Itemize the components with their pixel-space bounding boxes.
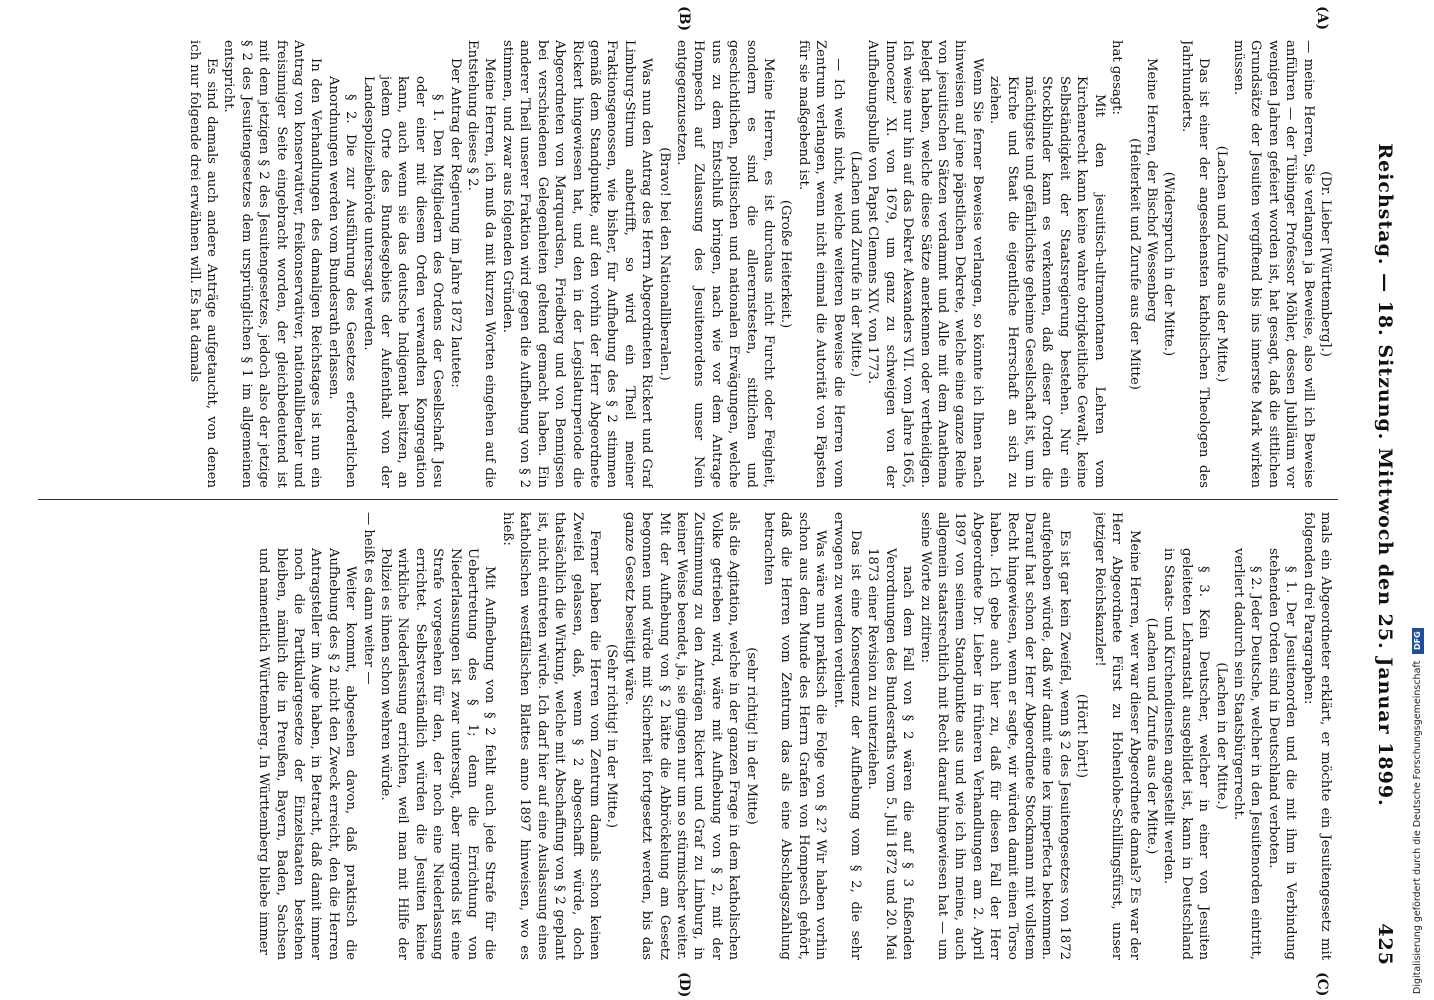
paragraph: Das ist eine Konsequenz der Aufhebung vom § 2, die sehr erwogen zu werden verdient. <box>830 512 864 960</box>
speaker-line: (Dr. Lieber [Württemberg].) <box>1318 171 1333 357</box>
interjection: (Hört! hört!) <box>1074 693 1090 779</box>
paragraph: Der Antrag der Regierung im Jahre 1872 lautete: <box>447 58 463 388</box>
interjection: (Sehr richtig! in der Mitte.) <box>604 644 620 828</box>
paragraph: Es sind damals auch andere Anträge aufgetaucht, von denen ich nur folgende drei erwähnen will. Es hat damals <box>186 40 219 488</box>
law-paragraph: § 2. Jeder Deutsche, welcher in den Jesuitenorden eintritt, verliert dadurch sein Staatsbürgerrecht. <box>1230 548 1264 960</box>
quotation: Weiter kommt, abgesehen davon, daß praktisch die Aufhebung des § 2 nicht den Zweck erreicht, den die Herren Antragsteller im Auge haben, in Betracht, daß damit immer noch die Partikulargesetze der Einzelstaaten bestehen bleiben, nämlich die in Preußen, Bayern, Baden, Sachsen und namentlich Württemberg. In Württemberg bliebe immer <box>256 548 359 960</box>
paragraph: Meine Herren, der Bischof Wessenberg <box>1143 58 1159 323</box>
interjection: (Lachen in der Mitte.) <box>1213 662 1229 810</box>
paragraph: Ferner haben die Herren vom Zentrum damals schon keinen Zweifel gelassen, daß, wenn § 2 abgeschafft würde, doch thatsächlich die Wirkung, welche mit Abschaffung von § 2 geplant ist, nicht eintreten würde. Ich darf hier auf eine Auslassung eines katholischen westfälischen Blattes anno 1897 hinweisen, wo es hieß: <box>499 512 602 960</box>
interjection: (Widerspruch in der Mitte.) <box>1161 171 1177 357</box>
interjection: (sehr richtig! in der Mitte) <box>743 647 759 825</box>
paragraph: Meine Herren, ich muß da mit kurzen Worten eingehen auf die Entstehung dieses § 2. <box>465 40 498 488</box>
interjection: (Bravo! bei den Nationalliberalen.) <box>656 147 672 381</box>
quotation: Mit den jesuitisch-ultramontanen Lehren vom Kirchenrecht kann keine wahre obrigkeitliche Gewalt, keine Selbständigkeit der Staatsregierung bestehen. Nur ein Stockblinder kann es verkennen, daß dieser Orden die mächtigste und gefährlichste geheime Gesellschaft ist, um in Kirche und Staat die eigentliche Herrschaft an sich zu ziehen. <box>987 76 1107 488</box>
interjection: (Lachen und Zurufe in der Mitte.) <box>848 150 864 378</box>
margin-mark-c: (C) <box>1314 972 1330 997</box>
interjection: (Lachen und Zurufe aus der Mitte.) <box>1143 617 1159 855</box>
paragraph: In den Verhandlungen des damaligen Reichstages ist nun ein Antrag von konservativer, freikonservativer, nationalliberaler und freisinniger Seite eingebracht worden, der gleichbedeutend ist mit dem jetzigen § 2 des Jesuitengesetzes, jedoch also der jetzige § 2 des Jesuitengesetzes dem ursprünglichen § 1 im allgemeinen entspricht. <box>221 40 324 488</box>
paragraph: — meine Herren, Sie verlangen ja Beweise, also will ich Beweise anführen — der Tübinger Professor Möhler, dessen Jubiläum vor wenigen Jahren gefeiert worden ist, hat gesagt, daß die sittlichen Grundsätze der Jesuiten vergiftend bis ins innerste Mark wirken müssen. <box>1230 40 1316 488</box>
text-column-right <box>44 512 1334 960</box>
column-divider <box>38 499 1338 500</box>
margin-mark-d: (D) <box>676 972 692 998</box>
margin-mark-a: (A) <box>1314 6 1330 31</box>
paragraph: Was wäre nun praktisch die Folge von § 2? Wir haben vorhin schon aus dem Munde des Herrn Grafen von Hompesch gehört, daß die Herren vom Zentrum das als eine Abschlagszahlung betrachten <box>761 512 829 960</box>
paragraph: Was nun den Antrag des Herrn Abgeordneten Rickert und Graf Limburg-Stirum anbetrifft, so wird ein Theil meiner Fraktionsgenossen, wie bisher, für Aufhebung des § 2 stimmen gemäß dem Standpunkte, auf den vorhin der Herr Abgeordnete Rickert hingewiesen hat, und den in der Legislaturperiode die Abgeordneten von Marquardsen, Friedberg und von Bennigsen bei verschiedenen Gelegenheiten geltend gemacht haben. Ein anderer Theil unserer Fraktion wird gegen die Aufhebung von § 2 stimmen, und zwar aus folgenden Gründen. <box>499 40 655 488</box>
text-column-left <box>44 40 1334 488</box>
running-head-title: Reichstag. — 18. Sitzung. Mittwoch den 25. Januar 1899. <box>1374 143 1396 807</box>
paragraph: als die Agitation, welche in der ganzen Frage in dem katholischen Volke getrieben wird, wäre mit Aufhebung von § 2, mit der Zustimmung zu den Anträgen Rickert und Graf zu Limburg, in keiner Weise beendet, ja, sie gingen nur um so stürmischer weiter. Mit der Aufhebung von § 2 hätte die Abbröckelung am Gesetz begonnen und würde mit Sicherheit fortgesetzt werden, bis das ganze Gesetz beseitigt wäre. <box>621 512 742 960</box>
law-paragraph: § 2. Die zur Ausführung des Gesetzes erforderlichen Anordnungen werden vom Bundesrath erlassen. <box>325 76 359 488</box>
paragraph: Das ist einer der angesehensten katholischen Theologen des Jahrhunderts. <box>1178 40 1212 488</box>
paragraph: — Ich weiß nicht, welche weiteren Beweise die Herren vom Zentrum verlangen, wenn nicht einmal die Autorität von Päpsten für sie maßgebend ist. <box>795 40 846 488</box>
paragraph: hat gesagt: <box>1109 40 1125 115</box>
paragraph: Es ist gar kein Zweifel, wenn § 2 des Jesuitengesetzes von 1872 aufgehoben würde, daß wir damit eine lex imperfecta bekommen. Darauf hat schon der Herr Abgeordnete Stockmann mit vollstem Recht hingewiesen, wenn er sagte, wir würden damit einen Torso haben. Ich gebe auch hier zu, daß für diesen Fall der Herr Abgeordnete Dr. Lieber in früheren Verhandlungen am 2. April 1897 von seinem Standpunkte aus und wie ich ihn meine, auch allgemein staatsrechtlich mit Recht darauf hingewiesen hat — um seine Worte zu zitiren: <box>917 512 1072 960</box>
law-paragraph: § 1. Der Jesuitenorden und die mit ihm in Verbindung stehenden Orden sind in Deutschland verboten. <box>1265 548 1299 960</box>
interjection: (Heiterkeit und Zurufe aus der Mitte) <box>1126 138 1142 390</box>
law-paragraph: § 3. Kein Deutscher, welcher in einer von Jesuiten geleiteten Lehranstalt ausgebildet ist, kann in Deutschland in Staats- und Kirchendiensten angestellt werden. <box>1161 548 1212 960</box>
quotation: Mit Aufhebung von § 2 fehlt auch jede Strafe für die Uebertretung des § 1; denn die Errichtung von Niederlassungen ist zwar untersagt, aber nirgends ist eine Strafe vorgesehen für den, der noch eine Niederlassung errichtet. Selbstverständlich würden die Jesuiten keine wirkliche Niederlassung errichten, weil man mit Hilfe der Polizei es ihnen schon wehren würde. <box>378 548 498 960</box>
paragraph: mals ein Abgeordneter erklärt, er möchte ein Jesuitengesetz mit folgenden drei Paragraphen: <box>1300 512 1333 960</box>
margin-mark-b: (B) <box>676 6 692 32</box>
law-paragraph: § 1. Den Mitgliedern des Ordens der Gesellschaft Jesu oder einer mit diesem Orden verwandten Kongregation kann, auch wenn sie das deutsche Indigenat besitzen, an jedem Orte des Bundesgebiets der Aufenthalt von der Landespolizeibehörde untersagt werden. <box>360 76 446 488</box>
digitization-credit-text-wrapper <box>1407 604 1429 994</box>
digitization-credit <box>1407 604 1429 994</box>
paragraph: — heißt es dann weiter — <box>360 512 376 685</box>
digitization-credit-text: Digitalisierung gefördert durch die Deutsche Forschungsgemeinschaft <box>1412 660 1423 994</box>
page-number: 425 <box>1374 923 1396 966</box>
paragraph: Wenn Sie ferner Beweise verlangen, so könnte ich Ihnen nach hinweisen auf jene päpstlichen Dekrete, welche eine ganze Reihe von jesuitischen Sätzen verdammt und Alle mit dem Anathema belegt haben, welche diese Sätze anerkennen oder vertheidigen. Ich weise nur hin auf das Dekret Alexanders VII. vom Jahre 1665, Innocenz' XI. von 1679, um ganz zu schweigen von der Aufhebungsbulle von Papst Clemens XIV. von 1773. <box>865 40 985 488</box>
dfg-logo-icon: DFG <box>1412 628 1424 654</box>
interjection: (Große Heiterkeit.) <box>778 199 794 329</box>
interjection: (Lachen und Zurufe aus der Mitte.) <box>1213 145 1229 383</box>
paragraph: Meine Herren, wer war dieser Abgeordnete damals? Es war der Herr Abgeordnete Fürst zu Hohenlohe-Schillingsfürst, unser jetziger Reichskanzler! <box>1091 512 1142 960</box>
quotation: nach dem Fall von § 2 wären die auf § 3 fußenden Verordnungen des Bundesraths vom 5. Juli 1872 und 20. Mai 1873 einer Revision zu unterziehen. <box>865 548 916 960</box>
running-head <box>1358 40 1404 970</box>
paragraph: Meine Herren, es ist durchaus nicht Furcht oder Feigheit, sondern es sind die allerernstesten, sittlichen und geschichtlichen, politischen und nationalen Erwägungen, welche uns zu dem Entschluß bringen, nach wie vor dem Antrage Hompesch auf Zulassung des Jesuitenordens unser Nein entgegenzusetzen. <box>673 40 776 488</box>
